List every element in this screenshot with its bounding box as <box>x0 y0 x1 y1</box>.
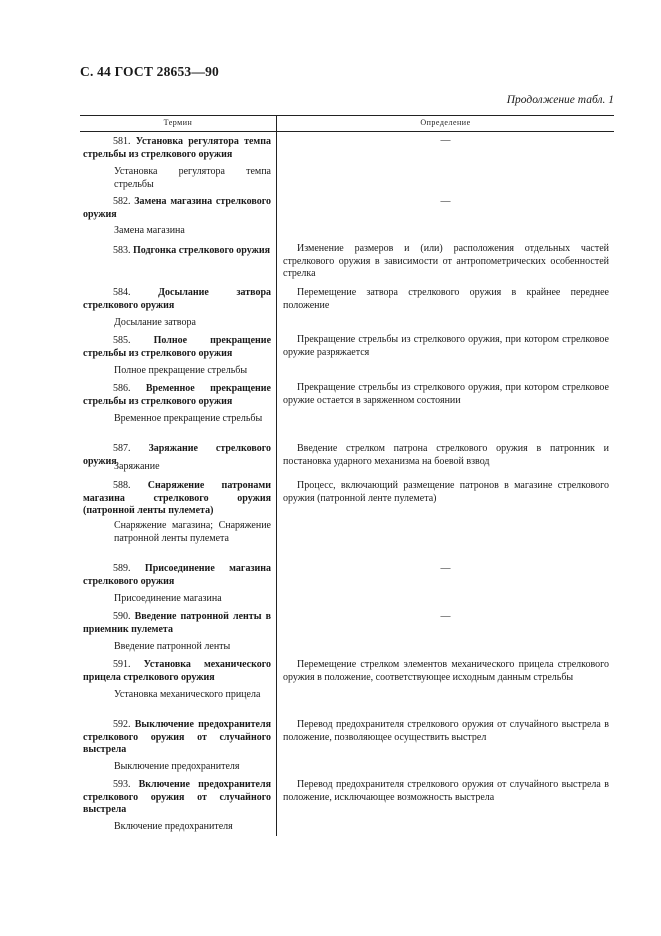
table-continuation-label: Продолжение табл. 1 <box>506 94 614 106</box>
synonym-584: Досылание затвора <box>114 317 196 328</box>
definition-583: Изменение размеров и (или) расположения отдельных частей стрелкового оружия в зависимости от антропометрических особенностей стрелка <box>283 243 609 279</box>
term-number: 587. <box>113 443 131 454</box>
synonym-581: Установка регулятора темпа стрельбы <box>114 166 271 190</box>
definition-588: Процесс, включающий размещение патронов в магазине стрелкового оружия (патронной ленте пулемета) <box>283 480 609 504</box>
definition-585: Прекращение стрельбы из стрелкового оружия, при котором стрелковое оружие разряжается <box>283 334 609 358</box>
column-divider <box>276 115 277 836</box>
term-text: Подгонка стрелкового оружия <box>133 245 271 256</box>
synonym-582: Замена магазина <box>114 225 185 236</box>
term-number: 590. <box>113 611 131 622</box>
definition-589: — <box>440 563 451 574</box>
term-number: 584. <box>113 287 131 298</box>
term-number: 586. <box>113 383 131 394</box>
definition-592: Перевод предохранителя стрелкового оружия от случайного выстрела в положение, позволяющее осуществить выстрел <box>283 719 609 743</box>
definition-593: Перевод предохранителя стрелкового оружия от случайного выстрела в положение, исключающее возможность выстрела <box>283 779 609 803</box>
term-number: 588. <box>113 480 131 491</box>
synonym-593: Включение предохранителя <box>114 821 233 832</box>
term-593 <box>83 779 271 817</box>
term-number: 582. <box>113 196 131 207</box>
term-592 <box>83 719 271 757</box>
synonym-587: Заряжание <box>114 461 160 472</box>
term-text: Включение предохранителя стрелкового оружия от случайного выстрела <box>83 779 271 815</box>
term-583 <box>83 245 271 258</box>
term-number: 591. <box>113 659 131 670</box>
synonym-585: Полное прекращение стрельбы <box>114 365 248 376</box>
term-text: Полное прекращение стрельбы из стрелкового оружия <box>83 335 272 359</box>
definition-587: Введение стрелком патрона стрелкового оружия в патронник и постановка ударного механизма на боевой взвод <box>283 443 609 467</box>
term-589 <box>83 563 271 588</box>
term-text: Снаряжение патронами магазина стрелкового оружия (патронной ленты пулемета) <box>83 480 271 516</box>
term-584 <box>83 287 271 312</box>
synonym-588: Снаряжение магазина; Снаряжение патронной ленты пулемета <box>114 520 271 544</box>
definition-584: Перемещение затвора стрелкового оружия в крайнее переднее положение <box>283 287 609 311</box>
term-text: Установка регулятора темпа стрельбы из стрелкового оружия <box>83 136 271 160</box>
synonym-589: Присоединение магазина <box>114 593 222 604</box>
definition-582: — <box>440 196 451 207</box>
term-text: Установка механического прицела стрелкового оружия <box>83 659 271 683</box>
term-number: 589. <box>113 563 131 574</box>
term-590 <box>83 611 271 636</box>
term-text: Замена магазина стрелкового оружия <box>83 196 271 220</box>
term-number: 585. <box>113 335 131 346</box>
term-588 <box>83 480 271 518</box>
column-header-term: Термин <box>163 118 193 127</box>
column-header-definition: Определение <box>420 118 471 127</box>
synonym-592: Выключение предохранителя <box>114 761 240 772</box>
synonym-586: Временное прекращение стрельбы <box>114 413 263 424</box>
term-text: Заряжание стрелкового оружия <box>83 443 271 467</box>
term-586 <box>83 383 271 408</box>
definition-586: Прекращение стрельбы из стрелкового оружия, при котором стрелковое оружие остается в заряженном состоянии <box>283 382 609 406</box>
definition-590: — <box>440 611 451 622</box>
synonym-590: Введение патронной ленты <box>114 641 231 652</box>
terms-table <box>80 115 614 836</box>
term-text: Выключение предохранителя стрелкового оружия от случайного выстрела <box>83 719 272 755</box>
term-number: 592. <box>113 719 131 730</box>
term-number: 581. <box>113 136 131 147</box>
term-text: Введение патронной ленты в приемник пулемета <box>83 611 272 635</box>
term-582 <box>83 196 271 221</box>
table-header-rule <box>80 131 614 132</box>
table-top-rule <box>80 115 614 116</box>
term-number: 583. <box>113 245 131 256</box>
term-581 <box>83 136 271 161</box>
definition-591: Перемещение стрелком элементов механического прицела стрелкового оружия в положение, соответствующее исходным данным стрельбы <box>283 659 609 683</box>
term-number: 593. <box>113 779 131 790</box>
synonym-591: Установка механического прицела <box>114 689 261 700</box>
term-text: Присоединение магазина стрелкового оружия <box>83 563 271 587</box>
term-text: Временное прекращение стрельбы из стрелкового оружия <box>83 383 271 407</box>
term-591 <box>83 659 271 684</box>
term-text: Досылание затвора стрелкового оружия <box>83 287 272 311</box>
definition-581: — <box>440 135 451 146</box>
term-585 <box>83 335 271 360</box>
page-header: С. 44 ГОСТ 28653—90 <box>80 64 219 79</box>
